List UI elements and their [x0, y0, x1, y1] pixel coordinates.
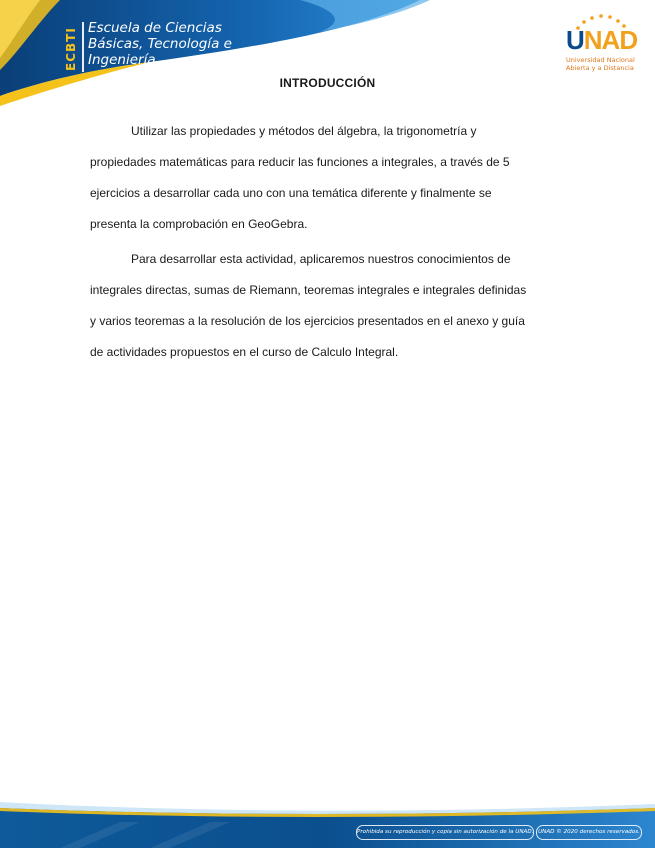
paragraph-line: y varios teoremas a la resolución de los ejercicios presentados en el anexo y guía — [90, 314, 525, 328]
logo-wordmark — [566, 26, 637, 54]
header-banner — [0, 0, 655, 110]
logo-u: U — [566, 25, 584, 55]
header-divider — [82, 22, 84, 72]
paragraph-2 — [90, 244, 568, 368]
school-name — [88, 20, 288, 68]
footer-copyright: UNAD © 2020 derechos reservados. — [536, 825, 642, 840]
paragraph-line: de actividades propuestos en el curso de Calculo Integral. — [90, 345, 399, 359]
paragraph-line: integrales directas, sumas de Riemann, teoremas integrales e integrales definidas — [90, 283, 527, 297]
paragraph-line: Utilizar las propiedades y métodos del álgebra, la trigonometría y — [131, 124, 477, 138]
logo-subtitle-line: Abierta y a Distancia — [566, 64, 634, 72]
footer-banner — [0, 798, 655, 848]
paragraph-line: presenta la comprobación en GeoGebra. — [90, 217, 308, 231]
paragraph-line: Para desarrollar esta actividad, aplicaremos nuestros conocimientos de — [131, 252, 511, 266]
ecbti-acronym: ECBTI — [64, 27, 78, 71]
school-name-line: Ingeniería — [88, 52, 156, 68]
logo-subtitle-line: Universidad Nacional — [566, 56, 635, 64]
document-title: INTRODUCCIÓN — [279, 76, 376, 90]
footer-notice: Prohibida su reproducción y copia sin autorización de la UNAD. — [356, 825, 534, 840]
school-name-line: Escuela de Ciencias — [88, 20, 222, 36]
logo-subtitle — [566, 56, 640, 72]
footer-wave-graphic — [0, 798, 655, 848]
paragraph-line: propiedades matemáticas para reducir las funciones a integrales, a través de 5 — [90, 155, 510, 169]
school-name-line: Básicas, Tecnología e — [88, 36, 232, 52]
unad-logo — [562, 14, 638, 80]
logo-nad: NAD — [583, 25, 638, 55]
paragraph-1 — [90, 116, 568, 240]
paragraph-line: ejercicios a desarrollar cada uno con una temática diferente y finalmente se — [90, 186, 492, 200]
